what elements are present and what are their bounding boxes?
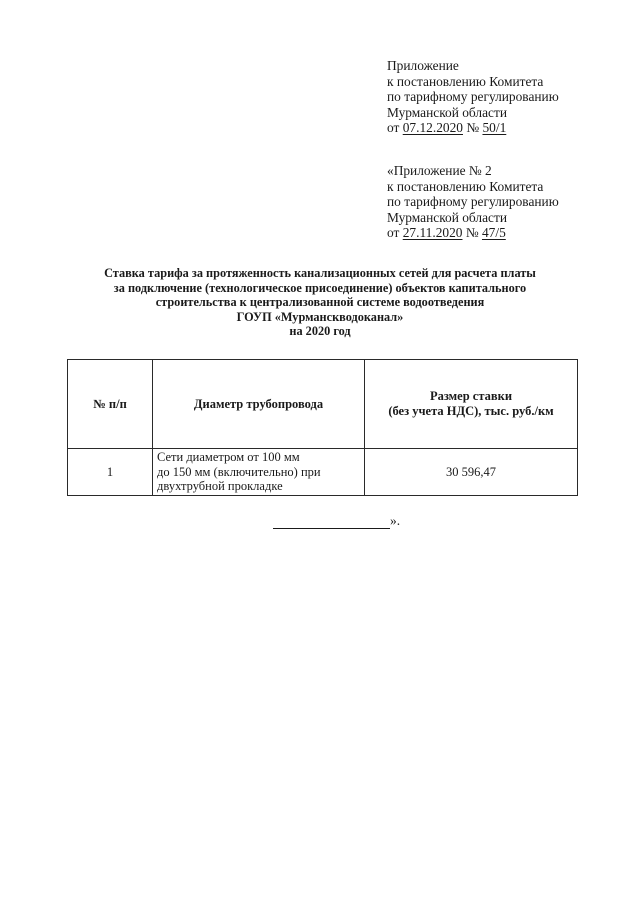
appendix-1-date: 07.12.2020 <box>402 120 463 136</box>
row-rate: 30 596,47 <box>365 449 578 496</box>
appendix-2-date: 27.11.2020 <box>402 225 463 241</box>
title-line-1: Ставка тарифа за протяженность канализационных сетей для расчета платы <box>104 266 536 280</box>
appendix-2-line-2: к постановлению Комитета <box>387 178 544 194</box>
appendix-2-line-3: по тарифному регулированию <box>387 194 559 210</box>
title-line-4: ГОУП «Мурманскводоканал» <box>236 309 404 324</box>
title-line-2: за подключение (технологическое присоединение) объектов капитального <box>113 280 527 295</box>
header-number: № п/п <box>68 360 153 449</box>
row-diameter <box>153 449 365 496</box>
appendix-1-number-prefix: № <box>462 120 483 136</box>
appendix-1-line-3: по тарифному регулированию <box>387 89 559 105</box>
header-rate-line-1: Размер ставки <box>429 389 513 403</box>
document-title <box>40 266 600 339</box>
appendix-1-date-line <box>387 120 559 136</box>
appendix-1-header <box>387 58 559 136</box>
appendix-1-line-1: Приложение <box>387 58 459 73</box>
table-row <box>68 449 578 496</box>
appendix-1-number: 50/1 <box>482 120 507 136</box>
appendix-2-line-1: «Приложение № 2 <box>387 163 492 178</box>
appendix-2-number: 47/5 <box>481 225 506 241</box>
appendix-2-line-4: Мурманской области <box>387 209 507 225</box>
closing-quote: ». <box>390 513 401 528</box>
appendix-2-date-line <box>387 225 559 241</box>
row-diameter-line-2: до 150 мм (включительно) при <box>157 464 321 479</box>
appendix-2-date-prefix: от <box>387 225 403 241</box>
appendix-2-number-prefix: № <box>462 225 482 241</box>
header-rate-line-2: (без учета НДС), тыс. руб./км <box>388 404 554 418</box>
title-line-5: на 2020 год <box>289 324 351 339</box>
table-header-row <box>68 360 578 449</box>
appendix-1-line-2: к постановлению Комитета <box>387 73 544 89</box>
row-diameter-line-1: Сети диаметром от 100 мм <box>157 450 300 465</box>
signature-blank-line <box>273 514 390 529</box>
row-diameter-line-3: двухтрубной прокладке <box>157 479 283 494</box>
tariff-table <box>67 359 578 496</box>
header-diameter: Диаметр трубопровода <box>153 360 365 449</box>
row-number: 1 <box>68 449 153 496</box>
title-line-3: строительства к централизованной системе водоотведения <box>155 295 485 310</box>
appendix-1-date-prefix: от <box>387 120 403 136</box>
header-rate <box>365 360 578 449</box>
closing-line <box>273 513 400 529</box>
appendix-1-line-4: Мурманской области <box>387 104 507 120</box>
appendix-2-header <box>387 163 559 241</box>
